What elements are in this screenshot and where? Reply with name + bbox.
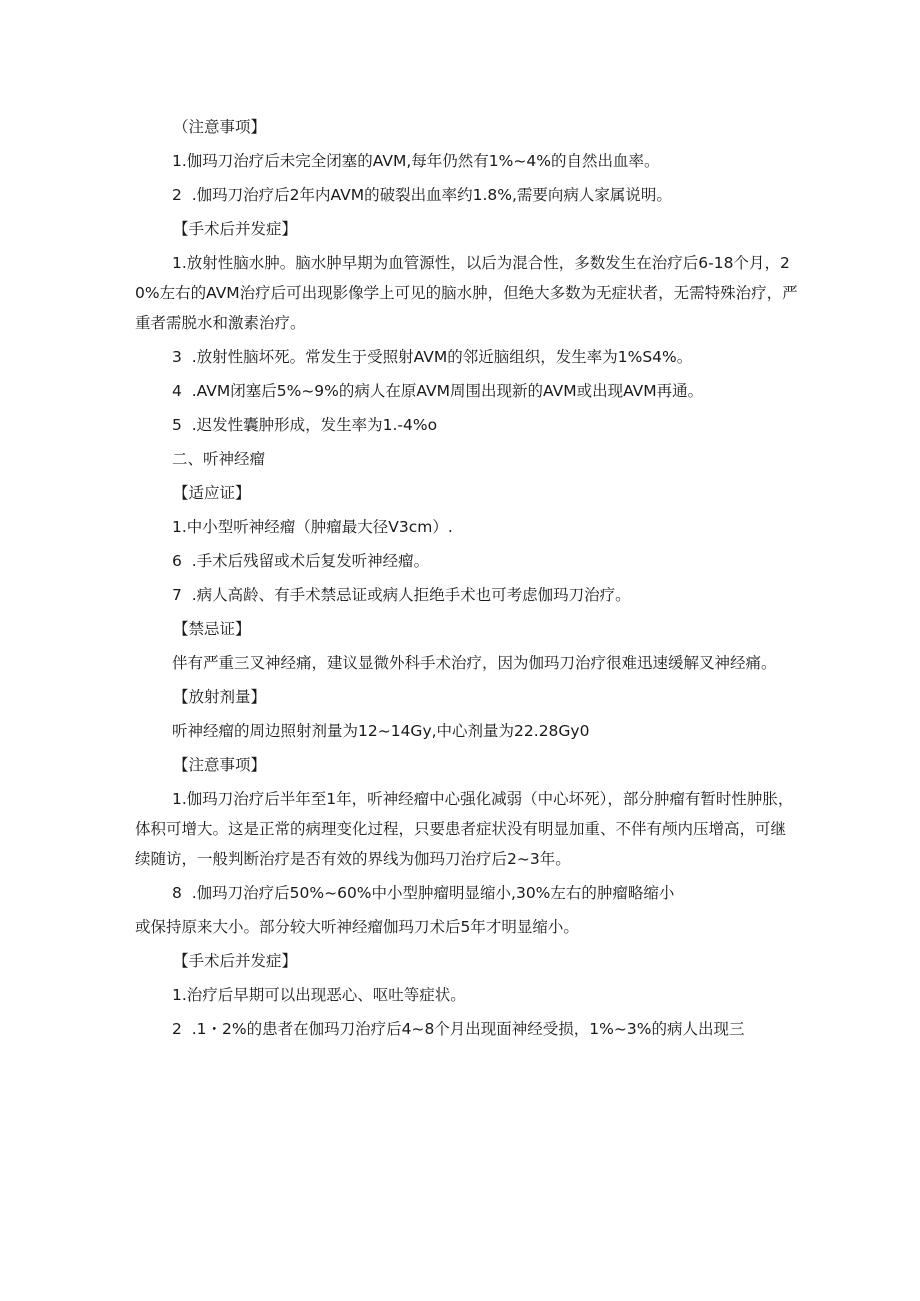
- section-title-acoustic-neuroma: 二、听神经瘤: [172, 450, 266, 468]
- paragraph-indication-1: 1.中小型听神经瘤（肿瘤最大径V3cm）.: [172, 518, 453, 536]
- heading-notes-2: 【注意事项】: [173, 756, 267, 774]
- heading-complications-2: 【手术后并发症】: [173, 952, 298, 970]
- heading-complications-1: 【手术后并发症】: [173, 220, 298, 238]
- paragraph-notes-2-item-1: 1.伽玛刀治疗后半年至1年，听神经瘤中心强化减弱（中心坏死），部分肿瘤有暂时性肿胀，体积可增大。这是正常的病理变化过程，只要患者症状没有明显加重、不伴有颅内压增高，可继续随访，一般判断治疗是否有效的界线为伽玛刀治疗后2~3年。: [135, 790, 794, 868]
- paragraph-notes-2-item-2-continued: 或保持原来大小。部分较大听神经瘤伽玛刀术后5年才明显缩小。: [135, 918, 579, 936]
- paragraph-indication-3: 7 .病人高龄、有手术禁忌证或病人拒绝手术也可考虑伽玛刀治疗。: [172, 586, 631, 604]
- paragraph-notes-1-item-1: 1.伽玛刀治疗后未完全闭塞的AVM,每年仍然有1%~4%的自然出血率。: [172, 152, 660, 170]
- paragraph-indication-2: 6 .手术后残留或术后复发听神经瘤。: [172, 552, 430, 570]
- paragraph-radiation-dose: 听神经瘤的周边照射剂量为12~14Gy,中心剂量为22.28Gy0: [172, 722, 590, 740]
- paragraph-complication-new-avm: 4 .AVM闭塞后5%~9%的病人在原AVM周围出现新的AVM或出现AVM再通。: [172, 382, 704, 400]
- paragraph-complication-edema: 1.放射性脑水肿。脑水肿早期为血管源性，以后为混合性，多数发生在治疗后6-18个月，20%左右的AVM治疗后可出现影像学上可见的脑水肿，但绝大多数为无症状者，无需特殊治疗，严重者需脱水和激素治疗。: [135, 254, 798, 332]
- heading-contraindications: 【禁忌证】: [173, 620, 251, 638]
- paragraph-complications-2-item-2: 2 .1・2%的患者在伽玛刀治疗后4~8个月出现面神经受损，1%~3%的病人出现三: [172, 1020, 745, 1038]
- heading-notes-1: （注意事项】: [173, 118, 267, 136]
- paragraph-notes-1-item-2: 2 .伽玛刀治疗后2年内AVM的破裂出血率约1.8%,需要向病人家属说明。: [172, 186, 672, 204]
- heading-indications: 【适应证】: [173, 484, 251, 502]
- paragraph-notes-2-item-2: 8 .伽玛刀治疗后50%~60%中小型肿瘤明显缩小,30%左右的肿瘤略缩小: [172, 884, 675, 902]
- paragraph-complication-necrosis: 3 .放射性脑坏死。常发生于受照射AVM的邻近脑组织，发生率为1%S4%。: [172, 348, 693, 366]
- heading-radiation-dose: 【放射剂量】: [173, 688, 267, 706]
- paragraph-complication-cyst: 5 .迟发性囊肿形成，发生率为1.-4%o: [172, 416, 438, 434]
- paragraph-contraindication: 伴有严重三叉神经痛，建议显微外科手术治疗，因为伽玛刀治疗很难迅速缓解叉神经痛。: [172, 654, 777, 672]
- paragraph-complications-2-item-1: 1.治疗后早期可以出现恶心、呕吐等症状。: [172, 986, 466, 1004]
